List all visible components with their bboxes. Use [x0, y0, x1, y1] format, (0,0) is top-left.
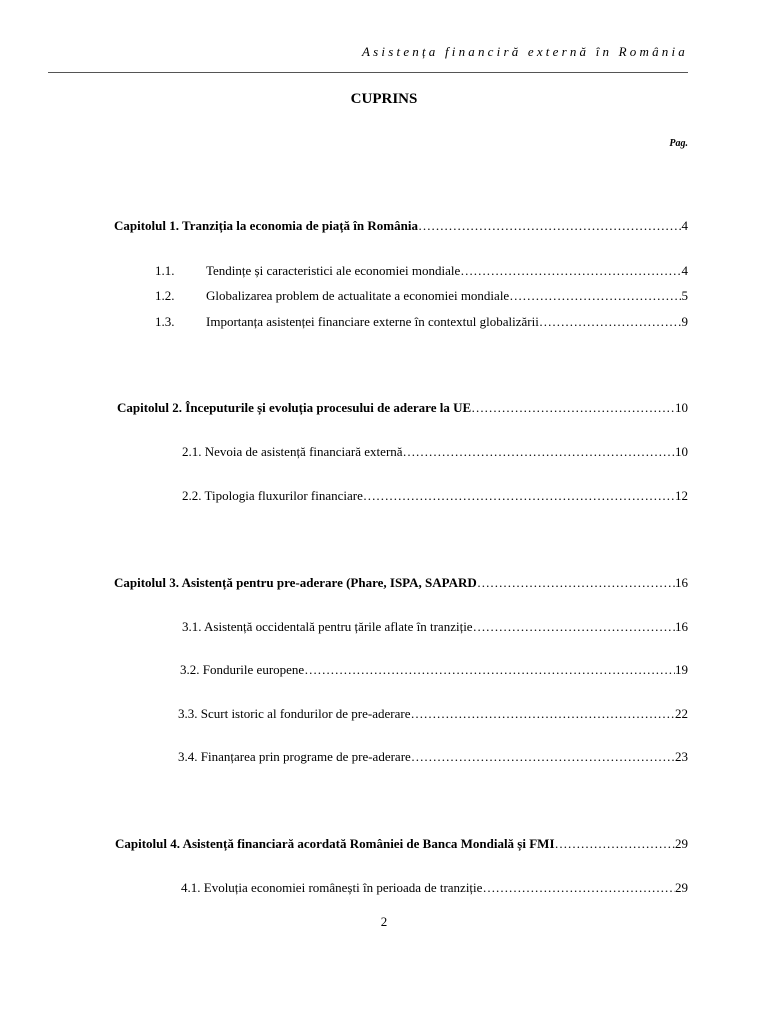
chapter-title: Începuturile și evoluția procesului de aderare la UE [185, 400, 472, 415]
section-page: 4 [681, 263, 688, 278]
section-title: 3.3. Scurt istoric al fondurilor de pre-aderare [178, 706, 411, 721]
page-title: CUPRINS [350, 91, 418, 107]
header-rule [48, 72, 688, 73]
toc-section-3-4[interactable] [178, 748, 688, 766]
section-page: 23 [675, 749, 688, 764]
toc-section-4-1[interactable] [181, 879, 688, 897]
chapter-page: 10 [675, 400, 688, 415]
toc-section-2-1[interactable] [182, 443, 688, 461]
section-number: 1.3. [155, 314, 175, 329]
toc-chapter-2[interactable]: Capitolul 2. Începuturile și evoluția procesului de aderare la UE …………………………………………………………………………………………………………………………………………………………………………………… 10 [117, 399, 688, 417]
page-number: 2 [380, 914, 388, 929]
toc-section-3-3[interactable] [178, 705, 688, 723]
section-page: 22 [675, 706, 688, 721]
section-page: 12 [675, 488, 688, 503]
toc-chapter-4[interactable]: Capitolul 4. Asistență financiară acordată României de Banca Mondială și FMI …………………………………………………………………………………………………………………………………………………………………………………… 29 [115, 835, 688, 853]
toc-chapter-3[interactable]: Capitolul 3. Asistență pentru pre-aderare (Phare, ISPA, SAPARD …………………………………………………………………………………………………………………………………………………………………………………… 16 [114, 574, 688, 592]
section-title: 4.1. Evoluția economiei românești în perioada de tranziție [181, 880, 483, 895]
chapter-page: 4 [681, 218, 688, 233]
section-page: 19 [675, 662, 688, 677]
chapter-title: Asistență pentru pre-aderare (Phare, ISPA, SAPARD [181, 575, 477, 590]
chapter-title: Tranziția la economia de piață în România [182, 218, 418, 233]
section-title: 3.4. Finanțarea prin programe de pre-aderare [178, 749, 411, 764]
section-title: Globalizarea problem de actualitate a economiei mondiale [206, 288, 510, 303]
chapter-label: Capitolul 2 [117, 400, 179, 415]
chapter-label: Capitolul 1 [114, 218, 176, 233]
chapter-page: 16 [675, 575, 688, 590]
section-title: 3.1. Asistență occidentală pentru țările aflate în tranziție [182, 619, 473, 634]
section-title: 2.2. Tipologia fluxurilor financiare [182, 488, 363, 503]
section-title: Importanța asistenței financiare externe în contextul globalizării [206, 314, 539, 329]
section-page: 9 [681, 314, 688, 329]
section-title: Tendințe și caracteristici ale economiei mondiale [206, 263, 461, 278]
section-number: 1.2. [155, 288, 175, 303]
section-title: 2.1. Nevoia de asistență financiară externă [182, 444, 403, 459]
section-page: 5 [681, 288, 688, 303]
toc-section-2-2[interactable] [182, 487, 688, 505]
chapter-title: Asistență financiară acordată României de Banca Mondială și FMI [182, 836, 555, 851]
chapter-page: 29 [675, 836, 688, 851]
chapter-label: Capitolul 4 [115, 836, 177, 851]
section-number: 1.1. [155, 263, 175, 278]
section-page: 16 [675, 619, 688, 634]
toc-section-3-2[interactable] [180, 661, 688, 679]
section-page: 10 [675, 444, 688, 459]
chapter-label: Capitolul 3 [114, 575, 176, 590]
page-column-label: Pag. [669, 138, 688, 149]
toc-section-3-1[interactable] [182, 618, 688, 636]
section-page: 29 [675, 880, 688, 895]
toc-chapter-1[interactable]: Capitolul 1. Tranziția la economia de piață în România …………………………………………………………………………………………………………………………………………………………………………………… 4 [114, 217, 688, 235]
running-header: Asistența financiră externă în România [362, 44, 688, 59]
toc-section-1-1[interactable] [155, 262, 688, 280]
toc-section-1-3[interactable] [155, 313, 688, 331]
section-title: 3.2. Fondurile europene [180, 662, 305, 677]
toc-section-1-2[interactable] [155, 287, 688, 305]
